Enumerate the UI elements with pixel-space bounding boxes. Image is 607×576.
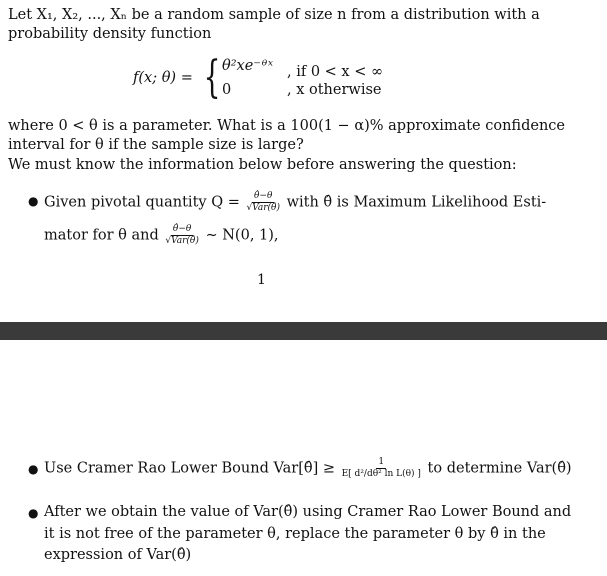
bullet-3-marker: ● — [28, 506, 39, 520]
bullet-1-line-2 — [44, 224, 279, 247]
bullet-1-text-c: mator for θ and — [44, 227, 159, 244]
question-line-1: where 0 < θ is a parameter. What is a 100(1 − α)% approximate confidence — [8, 118, 566, 134]
bullet-3-line-3: expression of Var(θ̂) — [44, 547, 192, 563]
pdf-lhs: f(x; θ) = — [133, 70, 193, 86]
bullet-1-text-b: with θ̂ is Maximum Likelihood Esti- — [286, 194, 547, 211]
pivotal-numerator-2: θ̂−θ — [172, 224, 192, 234]
cramer-rao-numerator: 1 — [378, 457, 385, 467]
bullet-1-marker: ● — [28, 194, 39, 208]
cramer-rao-denominator: E[ d²/dθ² ln L(θ) ] — [341, 469, 421, 479]
pdf-case1-expression: θ²xe⁻ᶿˣ — [222, 58, 273, 74]
left-brace: { — [203, 52, 221, 103]
pivotal-numerator: θ̂−θ — [254, 191, 273, 201]
bullet-2-line — [44, 457, 572, 480]
bullet-2-text-a: Use Cramer Rao Lower Bound Var[θ̂] ≥ — [44, 460, 335, 477]
pivotal-denominator: √Var(θ̂) — [246, 203, 280, 213]
pdf-case1-condition: , if 0 < x < ∞ — [287, 64, 384, 80]
question-line-2: interval for θ if the sample size is large? — [8, 137, 304, 153]
question-line-3: We must know the information below before answering the question: — [8, 157, 517, 173]
pdf-case2-condition: , x otherwise — [287, 82, 382, 98]
bullet-2-text-b: to determine Var(θ̂) — [427, 460, 572, 477]
page-number: 1 — [257, 272, 266, 288]
intro-line-2: probability density function — [8, 26, 212, 42]
pivotal-fraction — [244, 191, 282, 214]
page-separator — [0, 322, 607, 340]
bullet-1-line-1 — [44, 191, 546, 214]
bullet-3-line-1: After we obtain the value of Var(θ̂) using Cramer Rao Lower Bound and — [44, 504, 572, 520]
document-page-2 — [0, 340, 607, 576]
pivotal-fraction-2 — [163, 224, 201, 247]
pdf-case2-expression: 0 — [222, 82, 232, 98]
bullet-1-text-d: ∼ N(0, 1), — [205, 227, 279, 244]
bullet-1-text-a: Given pivotal quantity Q = — [44, 194, 240, 211]
cramer-rao-fraction — [340, 457, 423, 480]
bullet-3-line-2: it is not free of the parameter θ, replace the parameter θ by θ̂ in the — [44, 526, 546, 542]
pivotal-denominator-2: √Var(θ̂) — [165, 236, 199, 246]
intro-line-1: Let X₁, X₂, ..., Xₙ be a random sample of size n from a distribution with a — [8, 7, 540, 23]
bullet-2-marker: ● — [28, 462, 39, 476]
